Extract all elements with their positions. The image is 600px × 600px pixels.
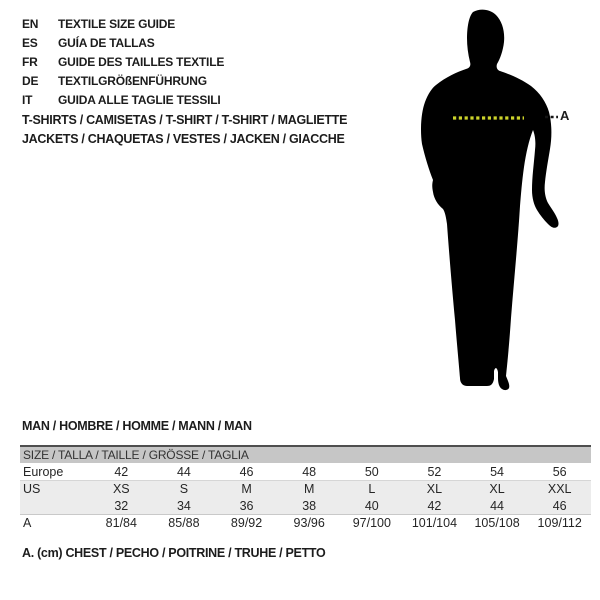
measurement-footnote: A. (cm) CHEST / PECHO / POITRINE / TRUHE / PETTO <box>22 546 326 560</box>
table-cell: M <box>241 482 252 496</box>
table-cell: 44 <box>176 464 191 479</box>
table-row-numeric <box>20 497 591 514</box>
table-cell: 105/108 <box>474 516 520 530</box>
measurement-label-a: A <box>560 108 570 123</box>
table-cell: 54 <box>490 464 505 479</box>
category-line-tshirts: T-SHIRTS / CAMISETAS / T-SHIRT / T-SHIRT / MAGLIETTE <box>22 113 348 127</box>
table-cell: 42 <box>114 464 129 479</box>
table-cell: 38 <box>302 498 317 513</box>
table-cell: 46 <box>552 498 567 513</box>
table-row-europe <box>20 463 591 480</box>
table-cell: 48 <box>302 464 317 479</box>
table-cell: 93/96 <box>293 516 325 530</box>
table-cell: 34 <box>176 498 191 513</box>
language-name: GUIDE DES TAILLES TEXTILE <box>58 54 225 69</box>
man-silhouette <box>421 10 559 390</box>
table-cell: 56 <box>552 464 567 479</box>
table-cell: 42 <box>427 498 442 513</box>
section-title-man: MAN / HOMBRE / HOMME / MANN / MAN <box>22 419 252 433</box>
table-cell: 32 <box>114 498 129 513</box>
table-cell: XS <box>112 482 130 496</box>
size-table <box>20 445 591 531</box>
table-cell: 44 <box>490 498 505 513</box>
table-cell: XL <box>426 482 443 496</box>
table-cell: 97/100 <box>352 516 391 530</box>
size-table-header: SIZE / TALLA / TAILLE / GRÖSSE / TAGLIA <box>20 447 591 463</box>
table-cell: XXL <box>547 482 572 496</box>
table-row-chest <box>20 514 591 531</box>
table-cell: L <box>368 482 376 496</box>
language-code: DE <box>22 73 39 88</box>
row-label: US <box>23 482 41 496</box>
table-cell: M <box>303 482 315 496</box>
table-cell: 36 <box>239 498 254 513</box>
table-cell: 50 <box>364 464 379 479</box>
language-code: FR <box>22 54 38 69</box>
category-line-jackets: JACKETS / CHAQUETAS / VESTES / JACKEN / GIACCHE <box>22 131 345 146</box>
language-name: GUIDA ALLE TAGLIE TESSILI <box>58 92 221 107</box>
row-label: A <box>23 516 32 530</box>
table-cell: 46 <box>239 464 254 479</box>
language-code: EN <box>22 16 39 31</box>
language-code: IT <box>22 92 33 107</box>
language-name: GUÍA DE TALLAS <box>58 35 155 50</box>
table-cell: 40 <box>364 498 379 513</box>
table-cell: S <box>179 482 189 496</box>
table-cell: 101/104 <box>411 516 458 530</box>
language-name: TEXTILGRÖßENFÜHRUNG <box>58 73 207 88</box>
table-cell: 109/112 <box>537 516 582 530</box>
table-row-us <box>20 480 591 497</box>
table-cell: 81/84 <box>105 516 137 530</box>
language-code: ES <box>22 35 38 50</box>
table-cell: 52 <box>427 464 442 479</box>
table-cell: XL <box>489 482 505 496</box>
row-label: Europe <box>23 464 64 479</box>
table-cell: 89/92 <box>230 516 263 530</box>
table-cell: 85/88 <box>168 516 200 530</box>
language-name: TEXTILE SIZE GUIDE <box>58 16 176 31</box>
